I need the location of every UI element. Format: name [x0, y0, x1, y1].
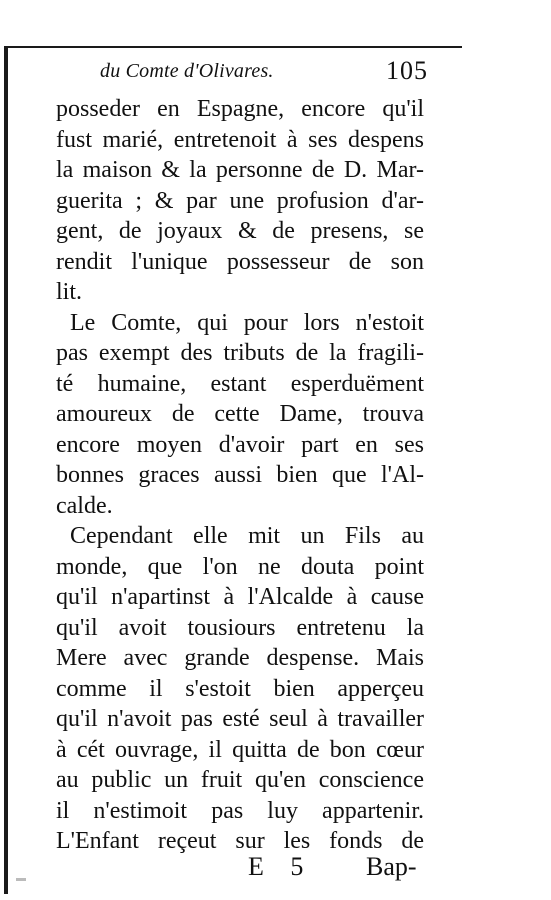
text-line: monde, que l'on ne douta point: [56, 553, 424, 580]
text-line: guerita ; & par une profusion d'ar-: [56, 187, 424, 214]
text-line: Le Comte, qui pour lors n'estoit: [70, 309, 424, 336]
text-line: té humaine, estant esperduëment: [56, 370, 424, 397]
text-line: fust marié, entretenoit à ses despens: [56, 126, 424, 153]
ink-speck: [16, 878, 26, 881]
text-line: amoureux de cette Dame, trouva: [56, 401, 424, 427]
body-text: [56, 94, 424, 857]
signature-mark: E 5: [248, 852, 314, 881]
text-line: pas exempt des tributs de la fragili-: [56, 340, 424, 366]
text-line: bonnes graces aussi bien que l'Al-: [56, 462, 424, 488]
header-rule: [8, 46, 462, 48]
text-line: qu'il avoit tousiours entretenu la: [56, 614, 424, 641]
text-line: à cét ouvrage, il quitta de bon cœur: [56, 736, 424, 763]
running-head: [100, 56, 428, 88]
text-line: Cependant elle mit un Fils au: [70, 523, 424, 549]
text-line: calde.: [56, 492, 113, 519]
page-number: 105: [386, 56, 428, 85]
text-line: encore moyen d'avoir part en ses: [56, 431, 424, 458]
text-line: posseder en Espagne, encore qu'il: [56, 96, 424, 122]
text-line: gent, de joyaux & de presens, se: [56, 218, 424, 244]
text-line: lit.: [56, 279, 83, 305]
catchword: Bap-: [366, 852, 417, 881]
text-line: qu'il n'avoit pas esté seul à travailler: [56, 706, 424, 732]
text-line: Mere avec grande despense. Mais: [56, 645, 424, 671]
text-line: au public un fruit qu'en conscience: [56, 767, 424, 793]
text-line: L'Enfant reçeut sur les fonds de: [56, 828, 424, 854]
text-line: il n'estimoit pas luy appartenir.: [56, 797, 424, 824]
text-line: la maison & la personne de D. Mar-: [56, 157, 424, 183]
running-title: du Comte d'Olivares.: [100, 60, 274, 82]
text-line: qu'il n'apartinst à l'Alcalde à cause: [56, 584, 424, 610]
text-line: rendit l'unique possesseur de son: [56, 248, 424, 275]
text-line: comme il s'estoit bien apperçeu: [56, 675, 424, 702]
page-left-edge: [4, 46, 8, 894]
